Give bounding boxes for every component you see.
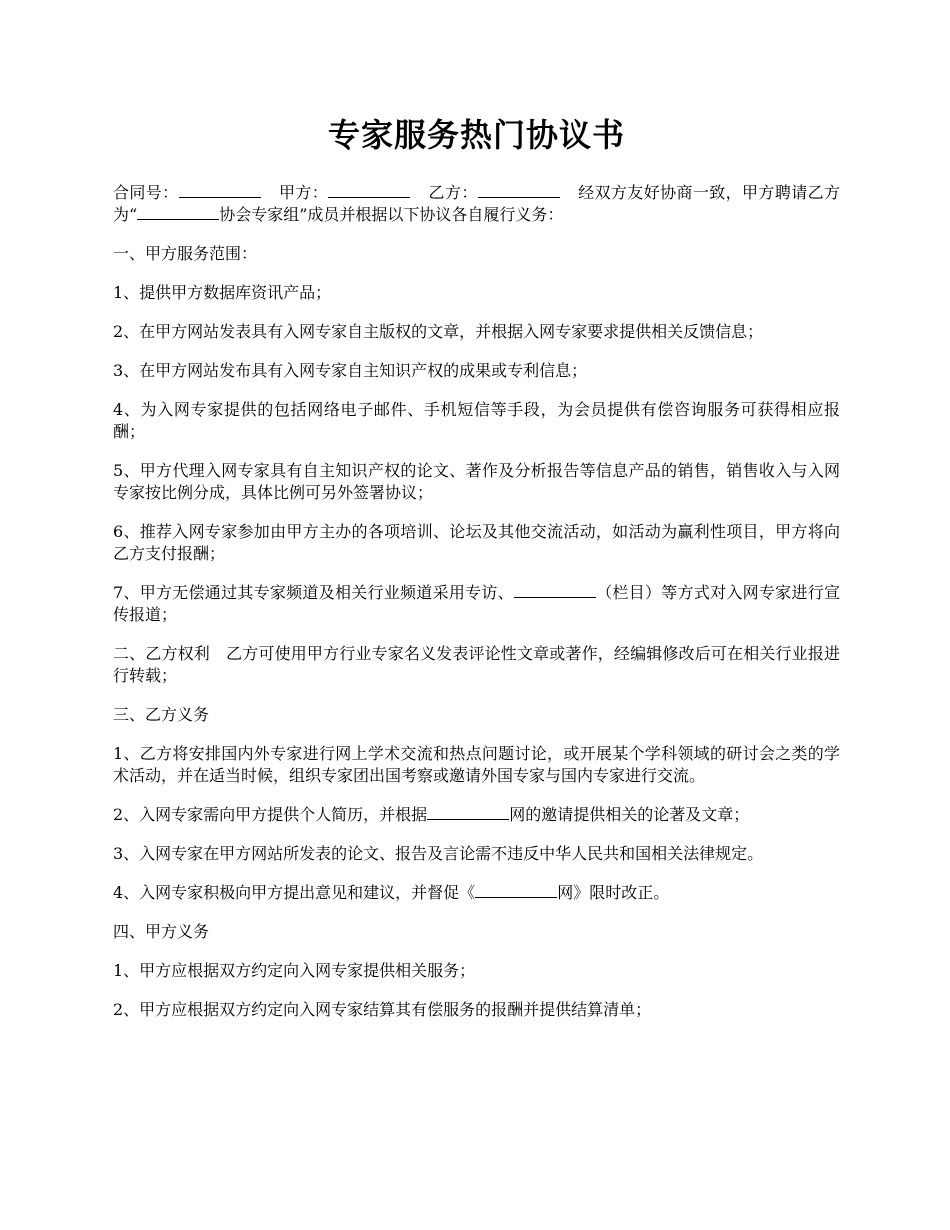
website-blank <box>427 804 509 820</box>
column-blank <box>514 582 596 598</box>
section1-heading: 一、甲方服务范围： <box>113 244 258 263</box>
section4-item2: 2、甲方应根据双方约定向入网专家结算其有偿服务的报酬并提供结算清单； <box>113 1000 652 1019</box>
section1-item1: 1、提供甲方数据库资讯产品； <box>113 283 332 302</box>
section3-item4-text-a: 4、入网专家积极向甲方提出意见和建议，并督促《 <box>113 883 476 902</box>
intro-text-1: 经双方友好协商一致，甲方聘请乙方为“ <box>113 183 840 224</box>
party-a-label: 甲方： <box>278 183 329 202</box>
contract-no-blank <box>179 182 261 198</box>
section1-item7 <box>113 582 840 626</box>
section3-item2 <box>113 804 840 826</box>
section2-paragraph: 二、乙方权利 乙方可使用甲方行业专家名义发表评论性文章或著作，经编辑修改后可在相关行业报进行转载； <box>113 644 840 685</box>
section3-heading: 三、乙方义务 <box>113 705 210 724</box>
party-a-blank <box>328 182 410 198</box>
section1-item2: 2、在甲方网站发表具有入网专家自主版权的文章，并根据入网专家要求提供相关反馈信息； <box>113 322 764 341</box>
section3-item2-text-b: 网的邀请提供相关的论著及文章； <box>509 805 750 824</box>
section3-item2-text-a: 2、入网专家需向甲方提供个人简历，并根据 <box>113 805 428 824</box>
section1-item3: 3、在甲方网站发布具有入网专家自主知识产权的成果或专利信息； <box>113 361 588 380</box>
party-b-label: 乙方： <box>428 183 478 202</box>
section1-item7-text-a: 7、甲方无偿通过其专家频道及相关行业频道采用专访、 <box>113 583 514 602</box>
section4-heading: 四、甲方义务 <box>113 922 210 941</box>
contract-no-label: 合同号： <box>113 183 179 202</box>
section1-item7-text-b: （栏目）等方式对入网专家进行宣传报道； <box>113 583 840 624</box>
intro-paragraph <box>113 182 840 226</box>
section3-item4 <box>113 882 840 904</box>
section3-item1: 1、乙方将安排国内外专家进行网上学术交流和热点问题讨论，或开展某个学科领域的研讨会之类的学术活动，并在适当时候，组织专家团出国考察或邀请外国专家与国内专家进行交流。 <box>113 744 840 785</box>
document-page <box>113 110 840 1038</box>
party-b-blank <box>478 182 560 198</box>
document-title: 专家服务热门协议书 <box>327 116 625 154</box>
website-name-blank <box>475 882 557 898</box>
association-blank <box>137 204 219 220</box>
section3-item4-text-b: 网》限时改正。 <box>557 883 670 902</box>
section4-item1: 1、甲方应根据双方约定向入网专家提供相关服务； <box>113 961 476 980</box>
intro-text-2: 协会专家组”成员并根据以下协议各自履行义务： <box>219 205 564 224</box>
section1-item5: 5、甲方代理入网专家具有自主知识产权的论文、著作及分析报告等信息产品的销售，销售收入与入网专家按比例分成，具体比例可另外签署协议； <box>113 461 840 502</box>
section3-item3: 3、入网专家在甲方网站所发表的论文、报告及言论需不违反中华人民共和国相关法律规定。 <box>113 844 764 863</box>
section1-item4: 4、为入网专家提供的包括网络电子邮件、手机短信等手段，为会员提供有偿咨询服务可获得相应报酬； <box>113 400 840 441</box>
section1-item6: 6、推荐入网专家参加由甲方主办的各项培训、论坛及其他交流活动，如活动为赢利性项目，甲方将向乙方支付报酬； <box>113 522 840 563</box>
